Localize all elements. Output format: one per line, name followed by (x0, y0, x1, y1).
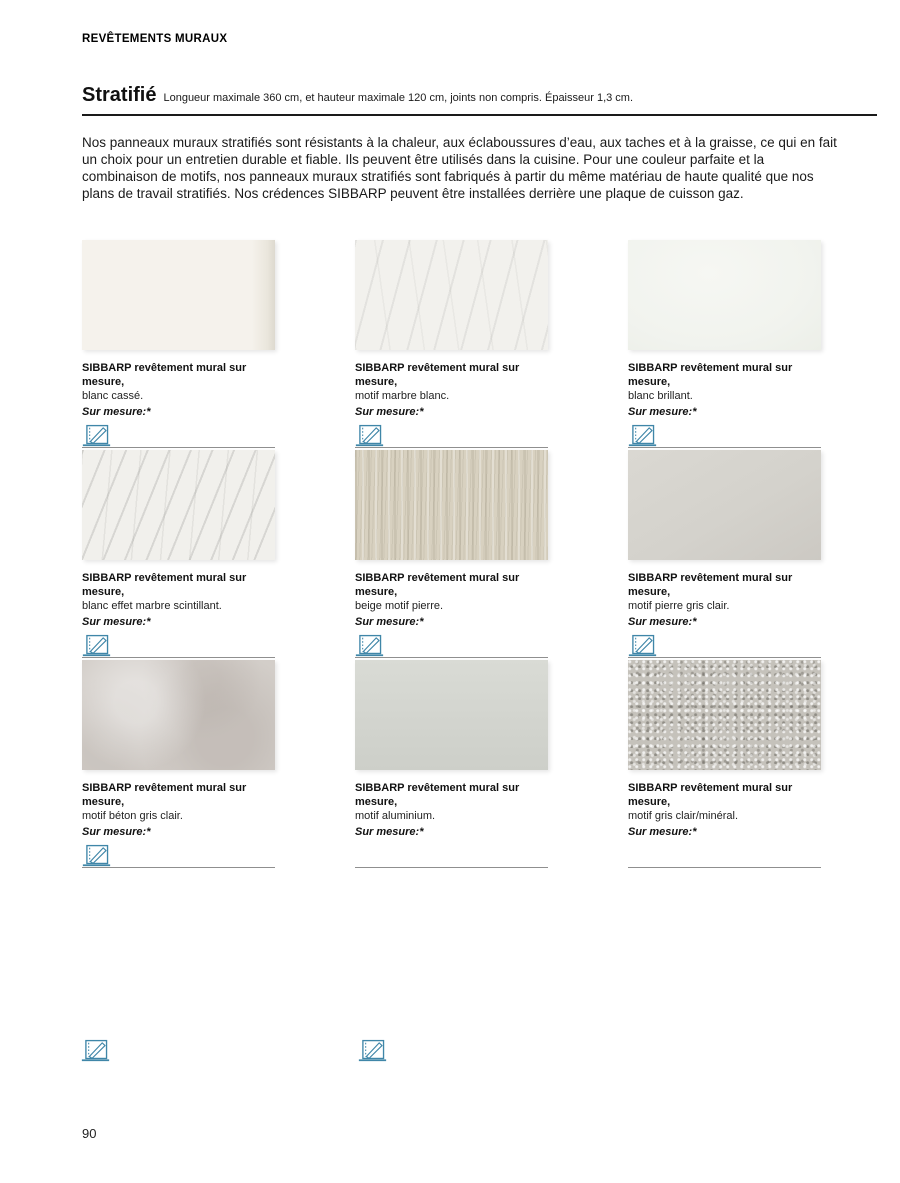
icon-row (82, 843, 275, 867)
product-variant: motif aluminium. (355, 810, 436, 822)
product-card (355, 450, 548, 658)
custom-measure-label: Sur mesure:* (82, 826, 151, 838)
product-name: SIBBARP revêtement mural sur mesure, (82, 362, 247, 388)
product-variant: motif marbre blanc. (355, 390, 450, 402)
custom-measure-icon (82, 633, 111, 657)
custom-measure-icon (355, 423, 384, 447)
custom-measure-icon (355, 633, 384, 657)
product-card (628, 660, 821, 868)
price-rule-line (628, 447, 821, 448)
section-header: REVÊTEMENTS MURAUX (82, 33, 228, 45)
custom-measure-icon (628, 633, 657, 657)
product-variant: blanc cassé. (82, 390, 144, 402)
product-variant: blanc effet marbre scintillant. (82, 600, 222, 612)
custom-measure-label: Sur mesure:* (355, 826, 424, 838)
icon-row (628, 423, 821, 447)
product-name: SIBBARP revêtement mural sur mesure, (355, 782, 520, 808)
price-rule-line (355, 657, 548, 658)
page-number: 90 (82, 1126, 97, 1141)
product-variant: beige motif pierre. (355, 600, 444, 612)
product-swatch-image (628, 450, 821, 560)
page-title-block (82, 84, 877, 116)
product-swatch-image (628, 240, 821, 350)
custom-measure-label: Sur mesure:* (628, 826, 697, 838)
product-variant: motif gris clair/minéral. (628, 810, 739, 822)
price-rule-line (355, 867, 548, 868)
product-swatch-image (82, 660, 275, 770)
price-rule-line (82, 447, 275, 448)
icon-row (628, 843, 821, 867)
custom-measure-icon (82, 423, 111, 447)
icon-row (355, 843, 548, 867)
product-swatch-image (355, 240, 548, 350)
price-rule-line (628, 867, 821, 868)
product-swatch-image (355, 660, 548, 770)
icon-row (628, 633, 821, 657)
product-name: SIBBARP revêtement mural sur mesure, (355, 362, 520, 388)
product-swatch-image (82, 450, 275, 560)
product-name: SIBBARP revêtement mural sur mesure, (628, 572, 793, 598)
custom-measure-icon (81, 1038, 110, 1062)
product-variant: blanc brillant. (628, 390, 693, 402)
product-name: SIBBARP revêtement mural sur mesure, (82, 782, 247, 808)
icon-row (355, 423, 548, 447)
product-name: SIBBARP revêtement mural sur mesure, (355, 572, 520, 598)
icon-row (82, 633, 275, 657)
price-rule-line (82, 657, 275, 658)
product-name: SIBBARP revêtement mural sur mesure, (628, 362, 793, 388)
price-rule-line (82, 867, 275, 868)
custom-measure-label: Sur mesure:* (355, 616, 424, 628)
product-name: SIBBARP revêtement mural sur mesure, (628, 782, 793, 808)
product-name: SIBBARP revêtement mural sur mesure, (82, 572, 247, 598)
icon-row (355, 633, 548, 657)
product-swatch-image (355, 450, 548, 560)
product-card (82, 660, 275, 868)
page-subtitle: Longueur maximale 360 cm, et hauteur maximale 120 cm, joints non compris. Épaisseur 1,3 cm. (163, 92, 634, 104)
custom-measure-icon (358, 1038, 387, 1062)
product-card (355, 240, 548, 461)
product-card (355, 660, 548, 868)
icon-row (82, 423, 275, 447)
product-card (628, 450, 821, 658)
custom-measure-icon (82, 843, 111, 867)
price-rule-line (355, 447, 548, 448)
product-swatch-image (628, 660, 821, 770)
custom-measure-label: Sur mesure:* (82, 406, 151, 418)
custom-measure-icon (628, 423, 657, 447)
product-card (628, 240, 821, 448)
product-swatch-image (82, 240, 275, 350)
custom-measure-label: Sur mesure:* (82, 616, 151, 628)
product-variant: motif béton gris clair. (82, 810, 183, 822)
product-variant: motif pierre gris clair. (628, 600, 730, 612)
price-rule-line (628, 657, 821, 658)
intro-paragraph: Nos panneaux muraux stratifiés sont résistants à la chaleur, aux éclaboussures d’eau, aux taches et à la graisse, ce qui en fait un choix pour un entretien durable et fiable. Ils peuvent être utilisés dans la cuisine. Pour une couleur parfaite et la combinaison de motifs, nos panneaux muraux stratifiés sont fabriqués à partir du même matériau de haute qualité que nos plans de travail stratifiés. Nos crédences SIBBARP peuvent être installées derrière une plaque de cuisson gaz. (82, 135, 837, 201)
page-title: Stratifié (82, 84, 157, 106)
custom-measure-label: Sur mesure:* (355, 406, 424, 418)
product-card (82, 450, 275, 658)
custom-measure-label: Sur mesure:* (628, 616, 697, 628)
custom-measure-label: Sur mesure:* (628, 406, 697, 418)
product-card (82, 240, 275, 448)
